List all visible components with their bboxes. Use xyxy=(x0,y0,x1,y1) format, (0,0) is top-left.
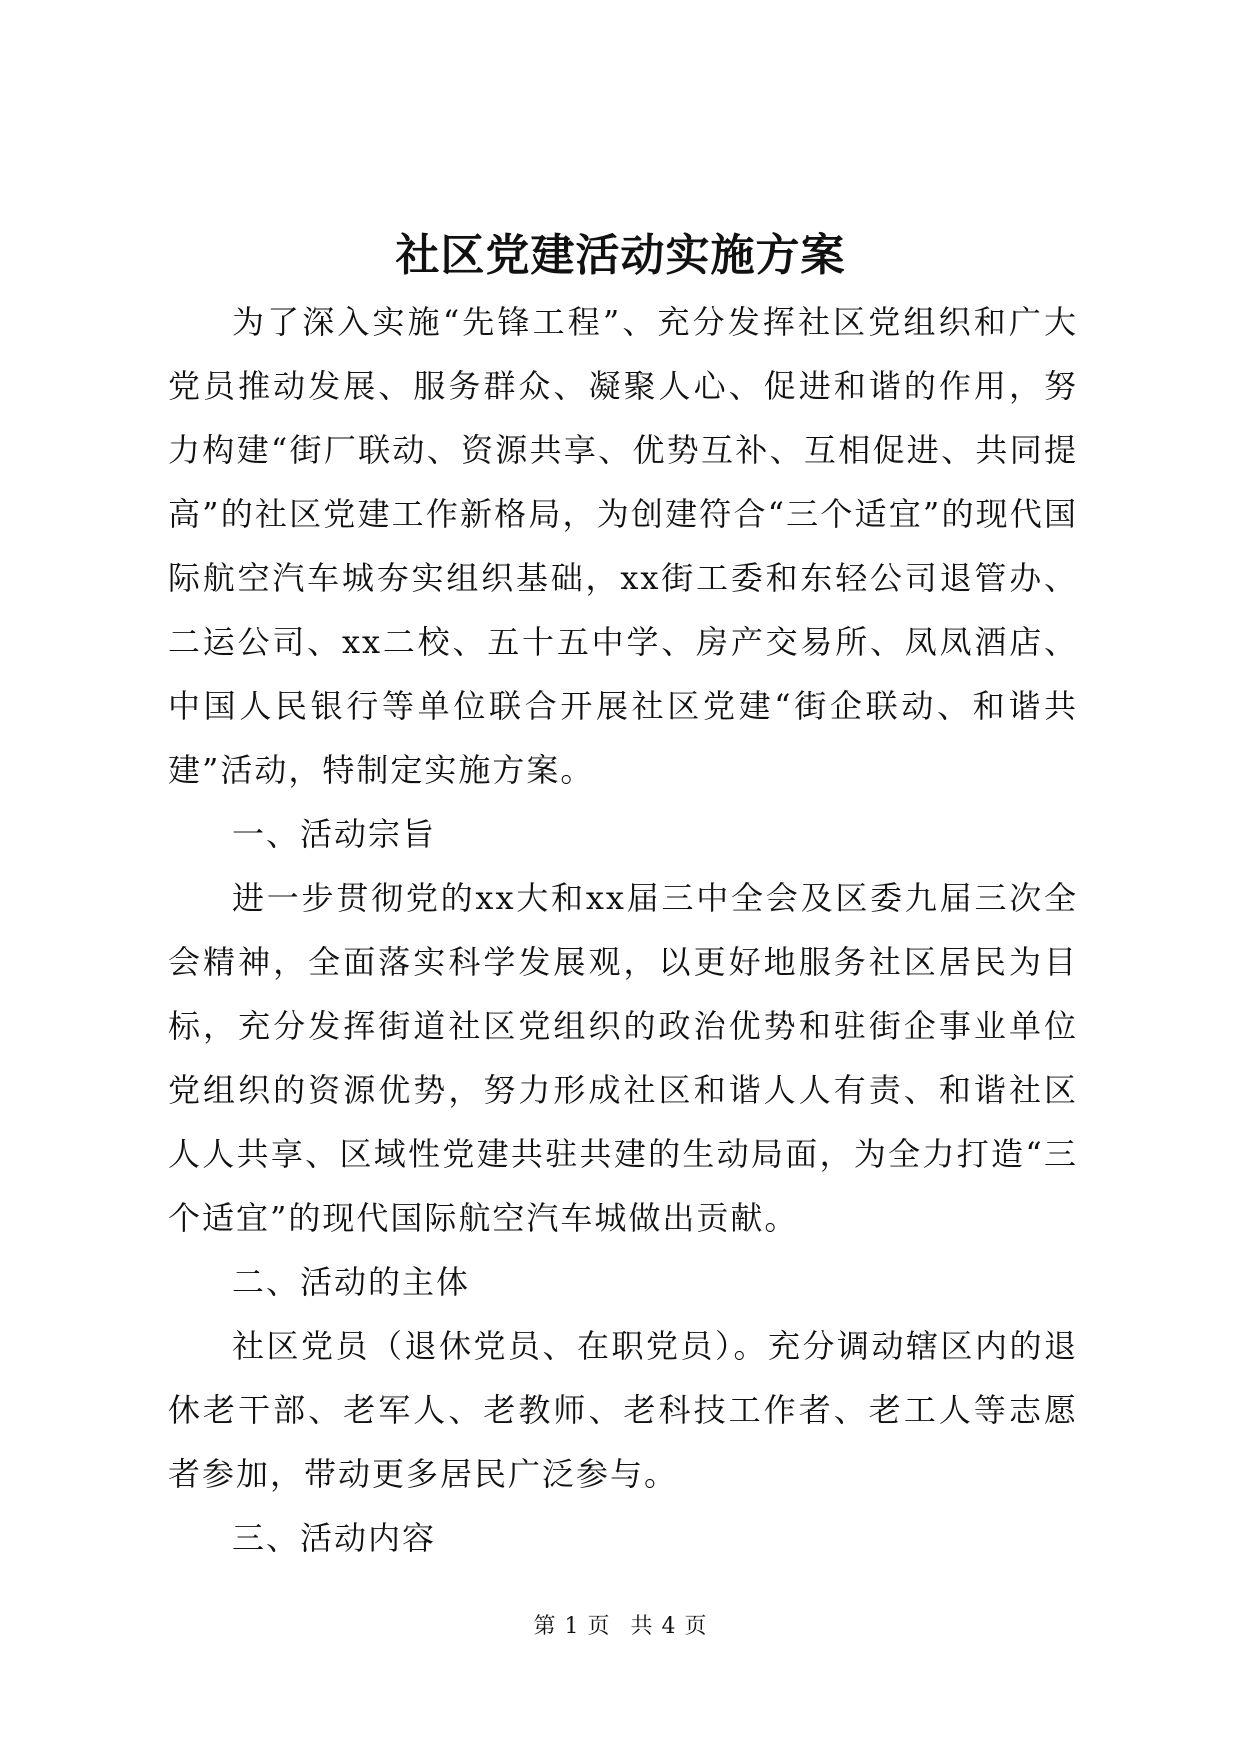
section-heading-content: 三、活动内容 xyxy=(232,1519,437,1557)
subject-paragraph: 社区党员（退休党员、在职党员）。充分调动辖区内的退休老干部、老军人、老教师、老科技工作者、老工人等志愿者参加，带动更多居民广泛参与。 xyxy=(168,1327,1078,1493)
intro-paragraph: 为了深入实施“先锋工程”、充分发挥社区党组织和广大党员推动发展、服务群众、凝聚人心、促进和谐的作用，努力构建“街厂联动、资源共享、优势互补、互相促进、共同提高”的社区党建工作新格局，为创建符合“三个适宜”的现代国际航空汽车城夯实组织基础，xx街工委和东轻公司退管办、二运公司、xx二校、五十五中学、房产交易所、凤凤酒店、中国人民银行等单位联合开展社区党建“街企联动、和谐共建”活动，特制定实施方案。 xyxy=(168,303,1078,789)
section-heading-subject: 二、活动的主体 xyxy=(232,1263,471,1301)
document-title: 社区党建活动实施方案 xyxy=(395,230,846,281)
document-body xyxy=(168,290,1078,1570)
section-heading-purpose: 一、活动宗旨 xyxy=(232,815,437,853)
page-footer xyxy=(0,1612,1241,1642)
purpose-paragraph: 进一步贯彻党的xx大和xx届三中全会及区委九届三次全会精神，全面落实科学发展观，以更好地服务社区居民为目标，充分发挥街道社区党组织的政治优势和驻街企事业单位党组织的资源优势，努力形成社区和谐人人有责、和谐社区人人共享、区域性党建共驻共建的生动局面，为全力打造“三个适宜”的现代国际航空汽车城做出贡献。 xyxy=(168,879,1078,1237)
page-number: 第 1 页 xyxy=(533,1614,611,1639)
page-total: 共 4 页 xyxy=(630,1614,708,1639)
